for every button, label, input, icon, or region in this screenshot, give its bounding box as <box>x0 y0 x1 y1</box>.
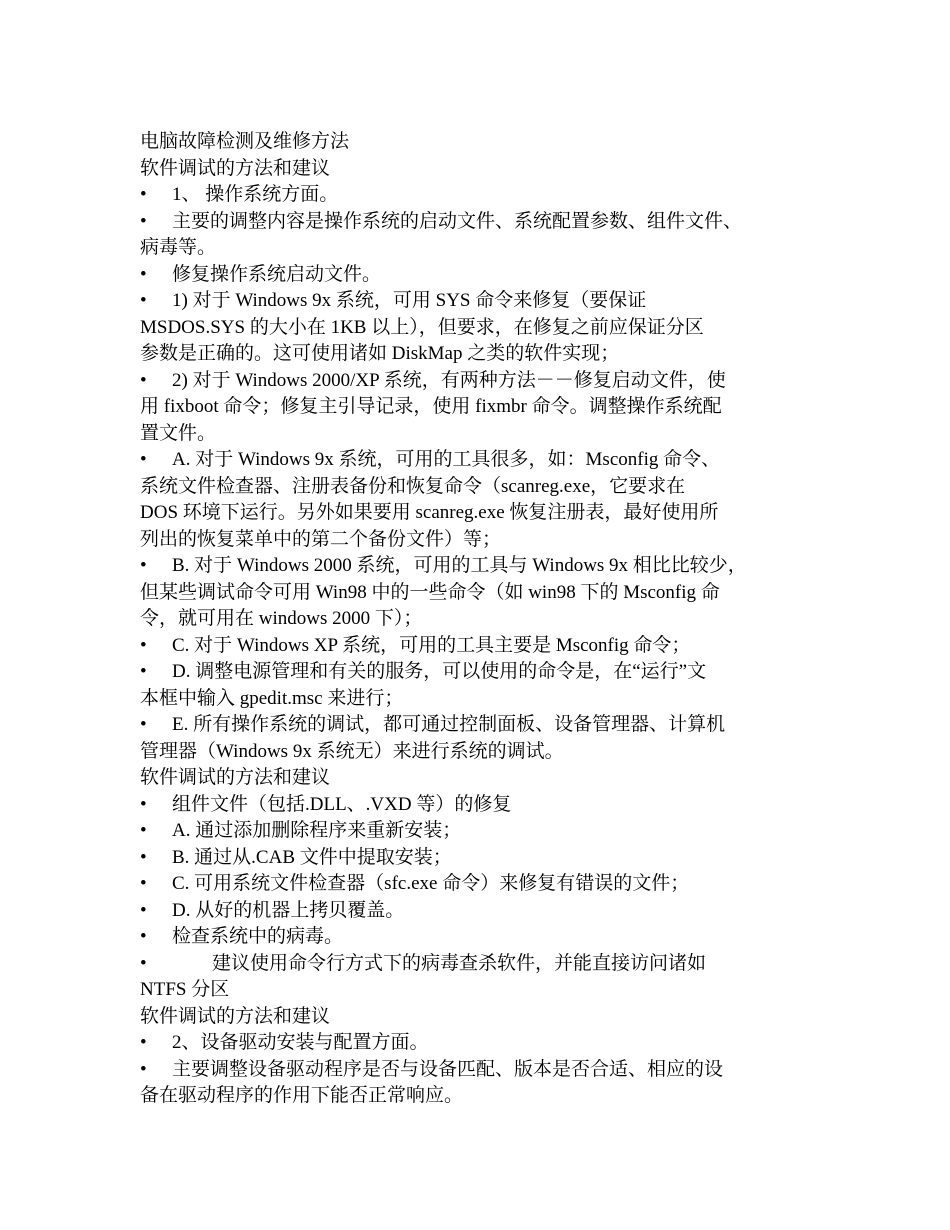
bullet-line <box>140 633 820 660</box>
line-text: 用 fixboot 命令；修复主引导记录，使用 fixmbr 命令。调整操作系统配 <box>140 396 722 417</box>
bullet-point-icon: • <box>140 793 147 815</box>
line-text: 软件调试的方法和建议 <box>140 157 331 179</box>
bullet-line <box>140 924 820 951</box>
bullet-point-icon: • <box>140 661 147 682</box>
line-text: 管理器（Windows 9x 系统无）来进行系统的调试。 <box>140 740 564 762</box>
bullet-line <box>140 288 820 315</box>
bullet-line <box>140 553 820 580</box>
line-text: 列出的恢复菜单中的第二个备份文件）等； <box>140 528 502 550</box>
bullet-line <box>140 871 820 898</box>
bullet-line <box>140 712 820 739</box>
line-text: 主要调整设备驱动程序是否与设备匹配、版本是否合适、相应的设 <box>172 1058 724 1080</box>
line-text: MSDOS.SYS 的大小在 1KB 以上），但要求，在修复之前应保证分区 <box>140 316 704 338</box>
line-text: 令，就可用在 windows 2000 下）； <box>140 608 423 629</box>
line-text: 置文件。 <box>140 422 217 444</box>
bullet-point-icon: • <box>140 184 147 205</box>
bullet-point-icon: • <box>140 1032 147 1053</box>
document-title <box>140 129 820 156</box>
bullet-line <box>140 898 820 925</box>
line-text: C. 对于 Windows XP 系统，可用的工具主要是 Msconfig 命令； <box>172 634 691 656</box>
bullet-point-icon: • <box>140 1058 147 1080</box>
line-text: NTFS 分区 <box>140 979 230 1000</box>
line-text: B. 通过从.CAB 文件中提取安装； <box>172 846 452 868</box>
bullet-line <box>140 818 820 845</box>
bullet-line <box>140 262 820 289</box>
line-text: 软件调试的方法和建议 <box>140 767 331 788</box>
bullet-point-icon: • <box>140 846 147 868</box>
bullet-point-icon: • <box>140 210 147 232</box>
line-text: E. 所有操作系统的调试，都可通过控制面板、设备管理器、计算机 <box>172 714 726 735</box>
text-line <box>140 765 820 792</box>
line-text: 电脑故障检测及维修方法 <box>140 131 350 152</box>
line-text: DOS 环境下运行。另外如果要用 scanreg.exe 恢复注册表，最好使用所 <box>140 502 719 523</box>
bullet-point-icon: • <box>140 555 147 576</box>
text-line <box>140 606 820 633</box>
line-text: A. 通过添加删除程序来重新安装； <box>172 820 462 841</box>
line-text: 系统文件检查器、注册表备份和恢复命令（scanreg.exe，它要求在 <box>140 475 686 497</box>
bullet-line <box>140 951 820 978</box>
line-text: A. 对于 Windows 9x 系统，可用的工具很多，如：Msconfig 命令、 <box>172 449 721 470</box>
line-text: 备在驱动程序的作用下能否正常响应。 <box>140 1085 464 1106</box>
text-line <box>140 421 820 448</box>
bullet-point-icon: • <box>140 714 147 735</box>
bullet-line <box>140 659 820 686</box>
line-text: B. 对于 Windows 2000 系统，可用的工具与 Windows 9x 相比比较少， <box>172 555 747 576</box>
line-text: 修复操作系统启动文件。 <box>172 263 382 285</box>
bullet-point-icon: • <box>140 263 147 285</box>
text-line <box>140 394 820 421</box>
text-line <box>140 341 820 368</box>
text-line <box>140 739 820 766</box>
bullet-point-icon: • <box>140 926 147 947</box>
text-line <box>140 156 820 183</box>
bullet-point-icon: • <box>140 820 147 841</box>
bullet-line <box>140 209 820 236</box>
line-text: D. 从好的机器上拷贝覆盖。 <box>172 899 405 921</box>
bullet-point-icon: • <box>140 369 147 391</box>
line-text: 本框中输入 gpedit.msc 来进行； <box>140 687 404 709</box>
line-text: 组件文件（包括.DLL、.VXD 等）的修复 <box>172 793 512 815</box>
text-line <box>140 1004 820 1031</box>
line-text: 建议使用命令行方式下的病毒查杀软件，并能直接访问诸如 <box>212 952 707 974</box>
text-line <box>140 235 820 262</box>
bullet-point-icon: • <box>140 449 147 470</box>
text-line <box>140 686 820 713</box>
bullet-line <box>140 845 820 872</box>
text-line <box>140 500 820 527</box>
line-text: 1) 对于 Windows 9x 系统，可用 SYS 命令来修复（要保证 <box>172 290 647 311</box>
line-text: 主要的调整内容是操作系统的启动文件、系统配置参数、组件文件、 <box>172 210 743 232</box>
text-line <box>140 527 820 554</box>
text-line <box>140 580 820 607</box>
text-line <box>140 315 820 342</box>
bullet-point-icon: • <box>140 290 147 311</box>
line-text: 参数是正确的。这可使用诸如 DiskMap 之类的软件实现； <box>140 343 620 364</box>
bullet-point-icon: • <box>140 873 147 894</box>
bullet-line <box>140 1030 820 1057</box>
bullet-line <box>140 1057 820 1084</box>
bullet-line <box>140 182 820 209</box>
line-text: C. 可用系统文件检查器（sfc.exe 命令）来修复有错误的文件； <box>172 873 690 894</box>
text-line <box>140 977 820 1004</box>
bullet-point-icon: • <box>140 952 147 974</box>
document-page <box>140 129 820 1110</box>
line-text: 检查系统中的病毒。 <box>172 926 344 947</box>
line-text: D. 调整电源管理和有关的服务，可以使用的命令是，在“运行”文 <box>172 661 707 682</box>
text-line <box>140 1083 820 1110</box>
bullet-line <box>140 447 820 474</box>
bullet-point-icon: • <box>140 634 147 656</box>
text-line <box>140 474 820 501</box>
line-text: 2) 对于 Windows 2000/XP 系统，有两种方法－－修复启动文件，使 <box>172 369 726 391</box>
line-text: 1、 操作系统方面。 <box>172 184 339 205</box>
bullet-line <box>140 792 820 819</box>
line-text: 软件调试的方法和建议 <box>140 1005 331 1027</box>
line-text: 2、设备驱动安装与配置方面。 <box>172 1032 429 1053</box>
line-text: 但某些调试命令可用 Win98 中的一些命令（如 win98 下的 Msconfig 命 <box>140 581 720 603</box>
bullet-line <box>140 368 820 395</box>
bullet-point-icon: • <box>140 899 147 921</box>
line-text: 病毒等。 <box>140 237 217 258</box>
